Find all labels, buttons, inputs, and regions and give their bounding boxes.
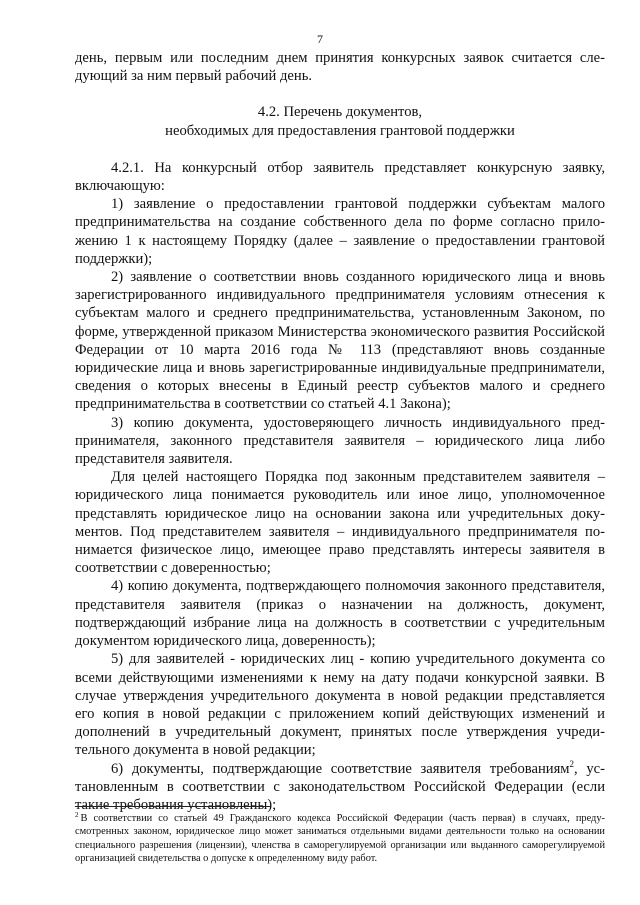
footnote-reference[interactable]: 2 [569,758,575,769]
list-item-6-text-end: , установленным в соответствии с законодательством Российской Федерации (если такие требования установлены); [75,760,606,813]
list-item-2: 2) заявление о соответствии вновь созданного юридического лица и вновь зарегистрированного индивидуального предпринимателя условиям отнесения к субъектам малого и среднего предпринимательства, установленным Законом, по форме, утвержденной приказом Министерства экономического развития Российской Федерации от 10 марта 2016 года № 113 (представляют вновь созданные юридические лица и вновь зарегистрированные индивидуальные предприниматели, сведения о которых внесены в Единый реестр субъектов малого и среднего предпринимательства в соответствии со статьей 4.1 Закона); [75,269,605,413]
paragraph-4-2-1: 4.2.1. На конкурсный отбор заявитель представляет конкурсную заявку, включающую: [75,159,605,195]
section-heading [75,103,605,139]
list-item-3: 3) копию документа, удостоверяющего личность индивидуального предпринимателя, законного представителя заявителя – юридического лица либо представителя заявителя. [75,414,605,468]
list-item-4: 4) копию документа, подтверждающего полномочия законного представителя, представителя заявителя (приказ о назначении на должность, документ, подтверждающий избрание лица на должность в соответствии с учредительным документом юридического лица, доверенность); [75,578,605,650]
list-item-1: 1) заявление о предоставлении грантовой поддержки субъектам малого предпринимательства на создание собственного дела по форме согласно приложению 1 к настоящему Порядку (далее – заявление о предоставлении грантовой поддержки); [75,196,605,267]
paragraph-continuation: день, первым или последним днем принятия конкурсных заявок считается следующий за ним первый рабочий день. [75,50,605,85]
document-body [75,49,605,814]
section-heading-line-2: необходимых для предоставления грантовой поддержки [165,122,515,139]
section-heading-line-1: 4.2. Перечень документов, [257,104,423,121]
list-item-6-text-start: 6) документы, подтверждающие соответствие заявителя требованиям [111,760,570,777]
list-item-5: 5) для заявителей - юридических лиц - копию учредительного документа со всеми действующими изменениями к нему на дату подачи конкурсной заявки. В случае утверждения учредительного документа в новой редакции представляется его копия в новой редакции с приложением копий действующих изменений и дополнений в учредительный документ, принятых после утверждения учредительного документа в новой редакции; [75,651,605,759]
footnote-divider [75,806,270,807]
footnote-text: В соответствии со статьей 49 Гражданского кодекса Российской Федерации (часть первая) в случаях, предусмотренных законом, юридическое лицо может заниматься отдельными видами деятельности только на основании специального разрешения (лицензии), членства в саморегулируемой организации или выданного саморегулируемой организацией свидетельства о допуске к определенному виду работ. [75,813,605,865]
paragraph-representative-definition: Для целей настоящего Порядка под законным представителем заявителя – юридического лица понимается руководитель или иное лицо, уполномоченное представлять юридическое лицо на основании закона или учредительных документов. Под представителем заявителя – индивидуального предпринимателя понимается физическое лицо, имеющее право представлять интересы заявителя в соответствии с доверенностью; [75,469,605,577]
footnote [75,812,605,866]
footnote-mark: 2 [75,810,79,819]
page-number: 7 [317,32,323,46]
